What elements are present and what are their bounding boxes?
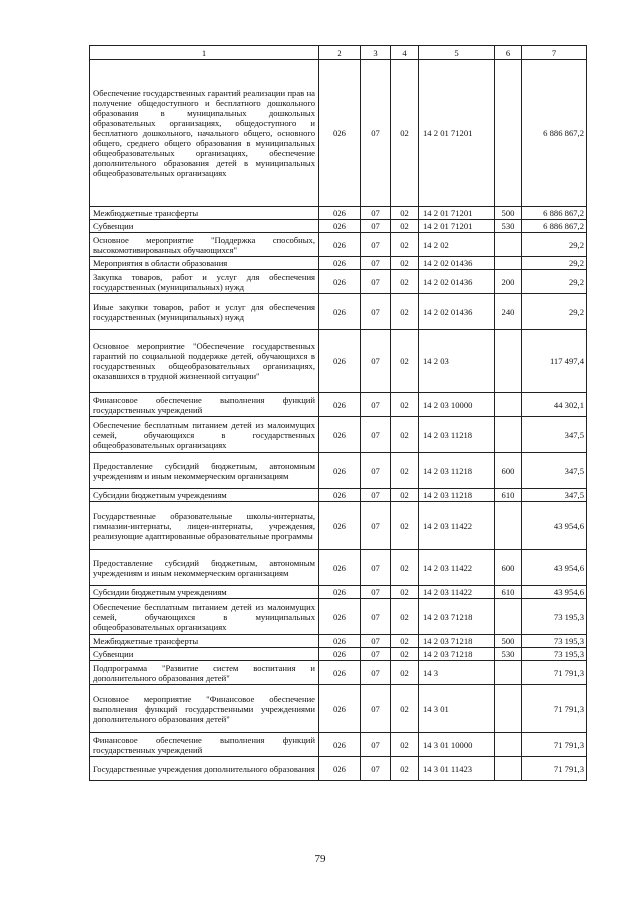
target-article-code: 14 2 03	[419, 330, 495, 393]
amount: 117 497,4	[522, 330, 587, 393]
target-article-code: 14 2 01 71201	[419, 207, 495, 220]
row-name: Межбюджетные трансферты	[90, 207, 319, 220]
target-article-code: 14 2 03 10000	[419, 393, 495, 417]
subsection-code: 02	[391, 733, 419, 757]
expense-type-code	[495, 417, 522, 453]
target-article-code: 14 2 02 01436	[419, 270, 495, 294]
expense-type-code: 600	[495, 453, 522, 489]
admin-code: 026	[319, 685, 361, 733]
amount: 71 791,3	[522, 757, 587, 781]
subsection-code: 02	[391, 685, 419, 733]
table-row	[90, 648, 587, 661]
column-header: 6	[495, 46, 522, 60]
budget-table	[89, 45, 587, 781]
target-article-code: 14 2 02	[419, 233, 495, 257]
table-row	[90, 417, 587, 453]
amount: 6 886 867,2	[522, 60, 587, 207]
target-article-code: 14 2 03 11422	[419, 586, 495, 599]
column-header: 3	[361, 46, 391, 60]
expense-type-code	[495, 257, 522, 270]
section-code: 07	[361, 733, 391, 757]
amount: 29,2	[522, 233, 587, 257]
section-code: 07	[361, 393, 391, 417]
row-name: Предоставление субсидий бюджетным, автономным учреждениям и иным некоммерческим организациям	[90, 453, 319, 489]
section-code: 07	[361, 257, 391, 270]
row-name: Финансовое обеспечение выполнения функций государственных учреждений	[90, 733, 319, 757]
table-row	[90, 453, 587, 489]
expense-type-code	[495, 661, 522, 685]
section-code: 07	[361, 550, 391, 586]
expense-type-code: 610	[495, 586, 522, 599]
admin-code: 026	[319, 733, 361, 757]
subsection-code: 02	[391, 648, 419, 661]
table-row	[90, 685, 587, 733]
table-row	[90, 294, 587, 330]
row-name: Мероприятия в области образования	[90, 257, 319, 270]
column-header: 4	[391, 46, 419, 60]
admin-code: 026	[319, 599, 361, 635]
row-name: Обеспечение бесплатным питанием детей из малоимущих семей, обучающихся в государственных общеобразовательных организациях	[90, 417, 319, 453]
amount: 73 195,3	[522, 635, 587, 648]
table-row	[90, 257, 587, 270]
amount: 29,2	[522, 257, 587, 270]
target-article-code: 14 3 01	[419, 685, 495, 733]
amount: 44 302,1	[522, 393, 587, 417]
admin-code: 026	[319, 270, 361, 294]
target-article-code: 14 3 01 11423	[419, 757, 495, 781]
expense-type-code: 240	[495, 294, 522, 330]
table-row	[90, 733, 587, 757]
table-row	[90, 60, 587, 207]
expense-type-code: 200	[495, 270, 522, 294]
amount: 6 886 867,2	[522, 220, 587, 233]
table-row	[90, 757, 587, 781]
table-row	[90, 599, 587, 635]
row-name: Обеспечение бесплатным питанием детей из малоимущих семей, обучающихся в муниципальных общеобразовательных организациях	[90, 599, 319, 635]
table-row	[90, 207, 587, 220]
row-name: Межбюджетные трансферты	[90, 635, 319, 648]
amount: 6 886 867,2	[522, 207, 587, 220]
admin-code: 026	[319, 586, 361, 599]
admin-code: 026	[319, 550, 361, 586]
expense-type-code: 500	[495, 207, 522, 220]
amount: 71 791,3	[522, 733, 587, 757]
admin-code: 026	[319, 489, 361, 502]
expense-type-code	[495, 757, 522, 781]
admin-code: 026	[319, 417, 361, 453]
amount: 71 791,3	[522, 685, 587, 733]
admin-code: 026	[319, 294, 361, 330]
section-code: 07	[361, 661, 391, 685]
table-row	[90, 502, 587, 550]
admin-code: 026	[319, 207, 361, 220]
subsection-code: 02	[391, 257, 419, 270]
row-name: Субсидии бюджетным учреждениям	[90, 586, 319, 599]
page-number: 79	[314, 853, 326, 865]
section-code: 07	[361, 270, 391, 294]
amount: 29,2	[522, 294, 587, 330]
subsection-code: 02	[391, 294, 419, 330]
expense-type-code	[495, 330, 522, 393]
section-code: 07	[361, 330, 391, 393]
admin-code: 026	[319, 635, 361, 648]
admin-code: 026	[319, 220, 361, 233]
amount: 347,5	[522, 417, 587, 453]
row-name: Закупка товаров, работ и услуг для обеспечения государственных (муниципальных) нужд	[90, 270, 319, 294]
table-row	[90, 586, 587, 599]
subsection-code: 02	[391, 502, 419, 550]
admin-code: 026	[319, 393, 361, 417]
target-article-code: 14 2 01 71201	[419, 60, 495, 207]
table-body	[90, 60, 587, 781]
amount: 29,2	[522, 270, 587, 294]
target-article-code: 14 2 03 71218	[419, 599, 495, 635]
subsection-code: 02	[391, 635, 419, 648]
section-code: 07	[361, 417, 391, 453]
subsection-code: 02	[391, 757, 419, 781]
target-article-code: 14 3	[419, 661, 495, 685]
amount: 43 954,6	[522, 550, 587, 586]
table-row	[90, 635, 587, 648]
subsection-code: 02	[391, 270, 419, 294]
subsection-code: 02	[391, 233, 419, 257]
admin-code: 026	[319, 648, 361, 661]
admin-code: 026	[319, 661, 361, 685]
subsection-code: 02	[391, 586, 419, 599]
column-header: 5	[419, 46, 495, 60]
expense-type-code: 500	[495, 635, 522, 648]
row-name: Основное мероприятие "Поддержка способных, высокомотивированных обучающихся"	[90, 233, 319, 257]
admin-code: 026	[319, 330, 361, 393]
admin-code: 026	[319, 757, 361, 781]
expense-type-code	[495, 599, 522, 635]
section-code: 07	[361, 635, 391, 648]
header-row	[90, 46, 587, 60]
expense-type-code	[495, 233, 522, 257]
section-code: 07	[361, 207, 391, 220]
table-row	[90, 220, 587, 233]
column-header: 2	[319, 46, 361, 60]
target-article-code: 14 2 03 11218	[419, 489, 495, 502]
expense-type-code: 530	[495, 648, 522, 661]
row-name: Государственные образовательные школы-интернаты, гимназии-интернаты, лицеи-интернаты, учреждения, реализующие адаптированные образовательные программы	[90, 502, 319, 550]
row-name: Субвенции	[90, 220, 319, 233]
amount: 43 954,6	[522, 502, 587, 550]
admin-code: 026	[319, 453, 361, 489]
section-code: 07	[361, 220, 391, 233]
row-name: Основное мероприятие "Финансовое обеспечение выполнения функций государственными учреждениями дополнительного образования детей"	[90, 685, 319, 733]
target-article-code: 14 3 01 10000	[419, 733, 495, 757]
target-article-code: 14 2 03 11218	[419, 453, 495, 489]
table-row	[90, 661, 587, 685]
expense-type-code: 610	[495, 489, 522, 502]
amount: 43 954,6	[522, 586, 587, 599]
row-name: Субсидии бюджетным учреждениям	[90, 489, 319, 502]
row-name: Подпрограмма "Развитие систем воспитания и дополнительного образования детей"	[90, 661, 319, 685]
column-header: 7	[522, 46, 587, 60]
row-name: Финансовое обеспечение выполнения функций государственных учреждений	[90, 393, 319, 417]
target-article-code: 14 2 03 11422	[419, 550, 495, 586]
subsection-code: 02	[391, 207, 419, 220]
target-article-code: 14 2 02 01436	[419, 294, 495, 330]
section-code: 07	[361, 599, 391, 635]
expense-type-code: 600	[495, 550, 522, 586]
section-code: 07	[361, 586, 391, 599]
row-name: Основное мероприятие "Обеспечение государственных гарантий по социальной поддержке детей, обучающихся в государственных общеобразовательных организациях, оказавшихся в трудной жизненной ситуации"	[90, 330, 319, 393]
subsection-code: 02	[391, 393, 419, 417]
amount: 347,5	[522, 489, 587, 502]
subsection-code: 02	[391, 220, 419, 233]
target-article-code: 14 2 03 11218	[419, 417, 495, 453]
table-row	[90, 330, 587, 393]
section-code: 07	[361, 453, 391, 489]
subsection-code: 02	[391, 661, 419, 685]
table-row	[90, 489, 587, 502]
row-name: Иные закупки товаров, работ и услуг для обеспечения государственных (муниципальных) нужд	[90, 294, 319, 330]
row-name: Государственные учреждения дополнительного образования	[90, 757, 319, 781]
subsection-code: 02	[391, 417, 419, 453]
row-name: Предоставление субсидий бюджетным, автономным учреждениям и иным некоммерческим организациям	[90, 550, 319, 586]
target-article-code: 14 2 03 71218	[419, 648, 495, 661]
section-code: 07	[361, 685, 391, 733]
section-code: 07	[361, 648, 391, 661]
subsection-code: 02	[391, 453, 419, 489]
amount: 73 195,3	[522, 648, 587, 661]
section-code: 07	[361, 60, 391, 207]
expense-type-code: 530	[495, 220, 522, 233]
table-row	[90, 233, 587, 257]
admin-code: 026	[319, 502, 361, 550]
section-code: 07	[361, 294, 391, 330]
table-row	[90, 393, 587, 417]
target-article-code: 14 2 02 01436	[419, 257, 495, 270]
admin-code: 026	[319, 257, 361, 270]
amount: 347,5	[522, 453, 587, 489]
subsection-code: 02	[391, 330, 419, 393]
expense-type-code	[495, 685, 522, 733]
subsection-code: 02	[391, 489, 419, 502]
section-code: 07	[361, 502, 391, 550]
column-header: 1	[90, 46, 319, 60]
amount: 71 791,3	[522, 661, 587, 685]
section-code: 07	[361, 757, 391, 781]
section-code: 07	[361, 489, 391, 502]
amount: 73 195,3	[522, 599, 587, 635]
target-article-code: 14 2 01 71201	[419, 220, 495, 233]
admin-code: 026	[319, 60, 361, 207]
target-article-code: 14 2 03 71218	[419, 635, 495, 648]
expense-type-code	[495, 733, 522, 757]
admin-code: 026	[319, 233, 361, 257]
expense-type-code	[495, 502, 522, 550]
table-row	[90, 270, 587, 294]
target-article-code: 14 2 03 11422	[419, 502, 495, 550]
section-code: 07	[361, 233, 391, 257]
expense-type-code	[495, 60, 522, 207]
expense-type-code	[495, 393, 522, 417]
row-name: Субвенции	[90, 648, 319, 661]
subsection-code: 02	[391, 599, 419, 635]
table-row	[90, 550, 587, 586]
subsection-code: 02	[391, 550, 419, 586]
subsection-code: 02	[391, 60, 419, 207]
row-name: Обеспечение государственных гарантий реализации прав на получение общедоступного и бесплатного дошкольного образования в муниципальных дошкольных образовательных организациях, общедоступного и бесплатного дошкольного, начального общего, основного общего, среднего общего образования в муниципальных общеобразовательных организациях, обеспечение дополнительного образования детей в муниципальных общеобразовательных организациях	[90, 60, 319, 207]
